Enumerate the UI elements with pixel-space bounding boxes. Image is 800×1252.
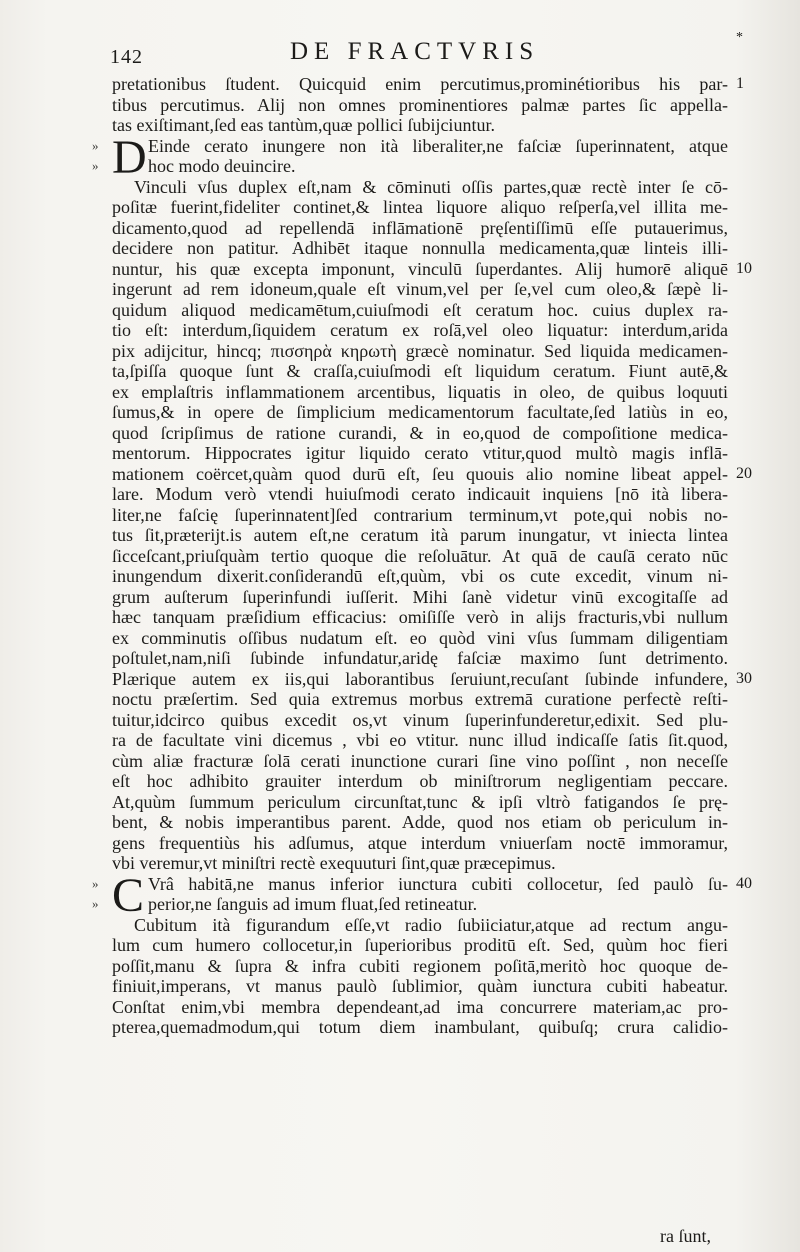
line-text: nuntur, his quæ excepta imponunt, vinculū ſuperdantes. Alij humorē aliquē bbox=[112, 258, 728, 279]
page-number: 142 bbox=[110, 46, 143, 68]
line-text: At,quùm ſummum periculum circunſtat,tunc & ipſi vltrò fatigandos ſe prę- bbox=[112, 791, 728, 812]
text-line bbox=[112, 710, 728, 731]
line-text: gens frequentiùs his adſumus, atque interdum vniuerſam noctē immoramur, bbox=[112, 832, 728, 853]
text-line bbox=[112, 1017, 728, 1038]
text-line bbox=[112, 812, 728, 833]
line-text: cùm aliæ fracturæ ſolā cerati inunctione curari ſine vino poſſint , non neceſſe bbox=[112, 750, 728, 771]
running-head: DE FRACTVRIS bbox=[290, 38, 540, 65]
line-text: pretationibus ſtudent. Quicquid enim percutimus,prominétioribus his par- bbox=[112, 74, 728, 94]
line-text: quidum aliquod medicamētum,cuiuſmodi eſt ceratum hoc. cuius duplex ra- bbox=[112, 299, 728, 320]
line-text: lum cum humero collocetur,in ſuperioribus proditū eſt. Sed, quùm hoc fieri bbox=[112, 935, 728, 955]
text-line bbox=[112, 525, 728, 546]
line-text: tus ſit,præterijt.is autem eſt,ne ceratum ità parum inungatur, vt iniecta lintea bbox=[112, 525, 728, 545]
line-text: mationem coërcet,quàm quod durū eſt, ſeu quouis alio nomine libeat appel- bbox=[112, 463, 728, 484]
text-line bbox=[112, 197, 728, 218]
ornament-mark: * bbox=[736, 30, 743, 45]
text-line bbox=[112, 341, 728, 362]
line-text: lare. Modum verò vtendi huiuſmodi cerato indicauit inquiens [nō ità libera- bbox=[112, 484, 728, 504]
line-text: ſicceſcant,priuſquàm tertio quoque die reſoluātur. At quā de cauſā cerato nūc bbox=[112, 545, 728, 566]
text-line bbox=[112, 730, 728, 751]
line-text: poſitæ fuerint,fideliter continet,& lintea liquore aliquo reſperſa,vel illita me- bbox=[112, 197, 728, 217]
text-line bbox=[112, 115, 728, 136]
line-text: tibus percutimus. Alij non omnes prominentiores palmæ partes ſic appella- bbox=[112, 94, 728, 115]
line-text: bent, & nobis imperantibus parent. Adde, quod nos etiam ob periculum in- bbox=[112, 812, 728, 832]
line-number: 20 bbox=[736, 464, 752, 482]
line-text: noctu præſertim. Sed quia extremus morbus extremā curatione perfectè reſti- bbox=[112, 689, 728, 709]
text-line bbox=[112, 689, 728, 710]
text-line bbox=[112, 607, 728, 628]
line-text: Plærique autem ex iis,qui laborantibus ſeruiunt,recuſant ſubinde infundere, bbox=[112, 668, 728, 689]
line-text: ta,ſpiſſa quoque ſunt & craſſa,cuiuſmodi eſt liquidum ceratum. Fiunt autē,& bbox=[112, 361, 728, 381]
text-line bbox=[112, 587, 728, 608]
text-block bbox=[92, 74, 752, 1038]
text-line bbox=[112, 279, 728, 300]
text-line bbox=[112, 218, 728, 239]
line-text: tio eſt: interdum,ſiquidem ceratum ex roſā,vel oleo liquatur: interdum,arida bbox=[112, 320, 728, 340]
text-line bbox=[112, 976, 728, 997]
line-number: 40 bbox=[736, 874, 752, 892]
line-number: 1 bbox=[736, 75, 744, 92]
line-text: pix adijcitur, hincq; πισσηρὰ κηρωτὴ græcè nominatur. Sed liquida medicamen- bbox=[112, 340, 728, 361]
quotation-marker: » bbox=[92, 875, 99, 891]
line-text: decidere non patitur. Adhibēt itaque nonnulla medicamenta,quæ linteis illi- bbox=[112, 238, 728, 258]
text-line bbox=[112, 238, 728, 259]
text-line bbox=[112, 771, 728, 792]
drop-initial: D bbox=[112, 130, 147, 184]
line-text: dicamento,quod ad repellendā inflāmationē pręſentiſſimū eſſe putauerimus, bbox=[112, 217, 728, 238]
line-text: poſtulet,nam,niſi ſubinde infundatur,aridę faſciæ maximo ſunt detrimento. bbox=[112, 648, 728, 668]
text-line bbox=[112, 505, 728, 526]
text-line bbox=[112, 463, 752, 485]
line-text: ra de facultate vini dicemus , vbi eo vtitur. nunc illud indicaſſe ſatis ſit.quod, bbox=[112, 730, 728, 750]
line-text: quod ſcripſimus de ratione curandi, & in eo,quod de compoſitione medica- bbox=[112, 422, 728, 443]
text-line bbox=[112, 546, 728, 567]
text-line bbox=[112, 833, 728, 854]
page-header bbox=[110, 38, 750, 74]
text-line bbox=[112, 956, 728, 977]
line-text: grum auſterum ſuperinfundi iuſſerit. Mihi ſanè videtur vinū excogitaſſe ad bbox=[112, 586, 728, 607]
line-text: pterea,quemadmodum,qui totum diem inambulant, quibuſq; crura calidio- bbox=[112, 1017, 728, 1037]
drop-initial: C bbox=[112, 868, 145, 922]
quotation-marker: » bbox=[92, 137, 99, 153]
text-line bbox=[112, 177, 728, 198]
text-line bbox=[112, 484, 728, 505]
line-text: ſumus,& in opere de ſimplicium medicamentorum facultate,ſed latiùs in eo, bbox=[112, 402, 728, 422]
line-text: inungendum dixerit.conſiderandū eſt,quùm, vbi os cute excedit, vinum ni- bbox=[112, 566, 728, 586]
text-line bbox=[112, 935, 728, 956]
text-line bbox=[112, 566, 728, 587]
line-text: hæc tanquam præſidium efficacius: omiſiſſe verò in alijs fracturis,vbi nullum bbox=[112, 607, 728, 627]
text-line bbox=[92, 156, 728, 177]
line-text: mentorum. Hippocrates igitur liquido cerato vtitur,quod multò magis inflā- bbox=[112, 443, 728, 463]
line-text: ingerunt ad rem idoneum,quale eſt vinum,vel per ſe,vel cum oleo,& ſæpè li- bbox=[112, 279, 728, 299]
line-text: hoc modo deuincire. bbox=[148, 156, 296, 176]
line-number: 30 bbox=[736, 669, 752, 687]
text-line bbox=[112, 258, 752, 280]
text-line bbox=[112, 751, 728, 772]
line-text: Vinculi vſus duplex eſt,nam & cōminuti oſſis partes,quæ rectè inter ſe cō- bbox=[134, 176, 728, 197]
text-line bbox=[112, 402, 728, 423]
line-text: liter,ne faſcię ſuperinnatent]ſed contrarium terminum,vt pote,qui nobis no- bbox=[112, 504, 728, 525]
line-text: poſſit,manu & ſupra & infra cubiti regionem poſitā,meritò hoc quoque de- bbox=[112, 955, 728, 976]
line-number: 10 bbox=[736, 259, 752, 277]
text-line bbox=[112, 95, 728, 116]
line-text: Cubitum ità figurandum eſſe,vt radio ſubiiciatur,atque ad rectum angu- bbox=[134, 914, 728, 935]
text-line bbox=[112, 300, 728, 321]
text-line bbox=[112, 792, 728, 813]
quotation-marker: » bbox=[92, 158, 99, 173]
line-text: Conſtat enim,vbi membra dependeant,ad ima concurrere materiam,ac pro- bbox=[112, 996, 728, 1017]
text-line bbox=[112, 668, 752, 690]
line-text: vbi veremur,vt miniſtri rectè exequuturi ſint,quæ præcepimus. bbox=[112, 853, 556, 873]
text-line bbox=[112, 74, 744, 95]
text-line bbox=[92, 894, 728, 915]
text-line bbox=[112, 423, 728, 444]
text-line bbox=[112, 648, 728, 669]
line-text: perior,ne ſanguis ad imum fluat,ſed retineatur. bbox=[148, 894, 478, 914]
line-text: ex emplaſtris inflammationem arcentibus, liquatis in oleo, de quibus loquuti bbox=[112, 381, 728, 402]
text-line bbox=[112, 915, 728, 936]
text-line bbox=[112, 320, 728, 341]
text-line bbox=[112, 443, 728, 464]
text-line bbox=[112, 628, 728, 649]
line-text: tas exiſtimant,ſed eas tantùm,quæ pollici ſubijciuntur. bbox=[112, 115, 495, 135]
quotation-marker: » bbox=[92, 896, 99, 911]
text-line bbox=[112, 853, 728, 874]
line-text: eſt hoc adhibito grauiter interdum ob miniſtrorum negligentiam peccare. bbox=[112, 771, 728, 791]
text-line bbox=[112, 361, 728, 382]
text-line bbox=[112, 997, 728, 1018]
line-text: Vrâ habitā,ne manus inferior iunctura cubiti collocetur, ſed paulò ſu- bbox=[148, 873, 728, 894]
line-text: finiuit,imperans, vt manus paulò ſublimior, quàm iunctura cubiti habeatur. bbox=[112, 976, 728, 996]
catchword: ra ſunt, bbox=[660, 1226, 711, 1246]
line-text: Einde cerato inungere non ità liberaliter,ne faſciæ ſuperinnatent, atque bbox=[148, 135, 728, 156]
line-text: ex comminutis oſſibus nudatum eſt. eo quòd vini vſus ſummam diligentiam bbox=[112, 627, 728, 648]
text-line bbox=[112, 382, 728, 403]
line-text: tuitur,idcirco quibus excedit os,vt vinum ſuperinfunderetur,edixit. Sed plu- bbox=[112, 709, 728, 730]
